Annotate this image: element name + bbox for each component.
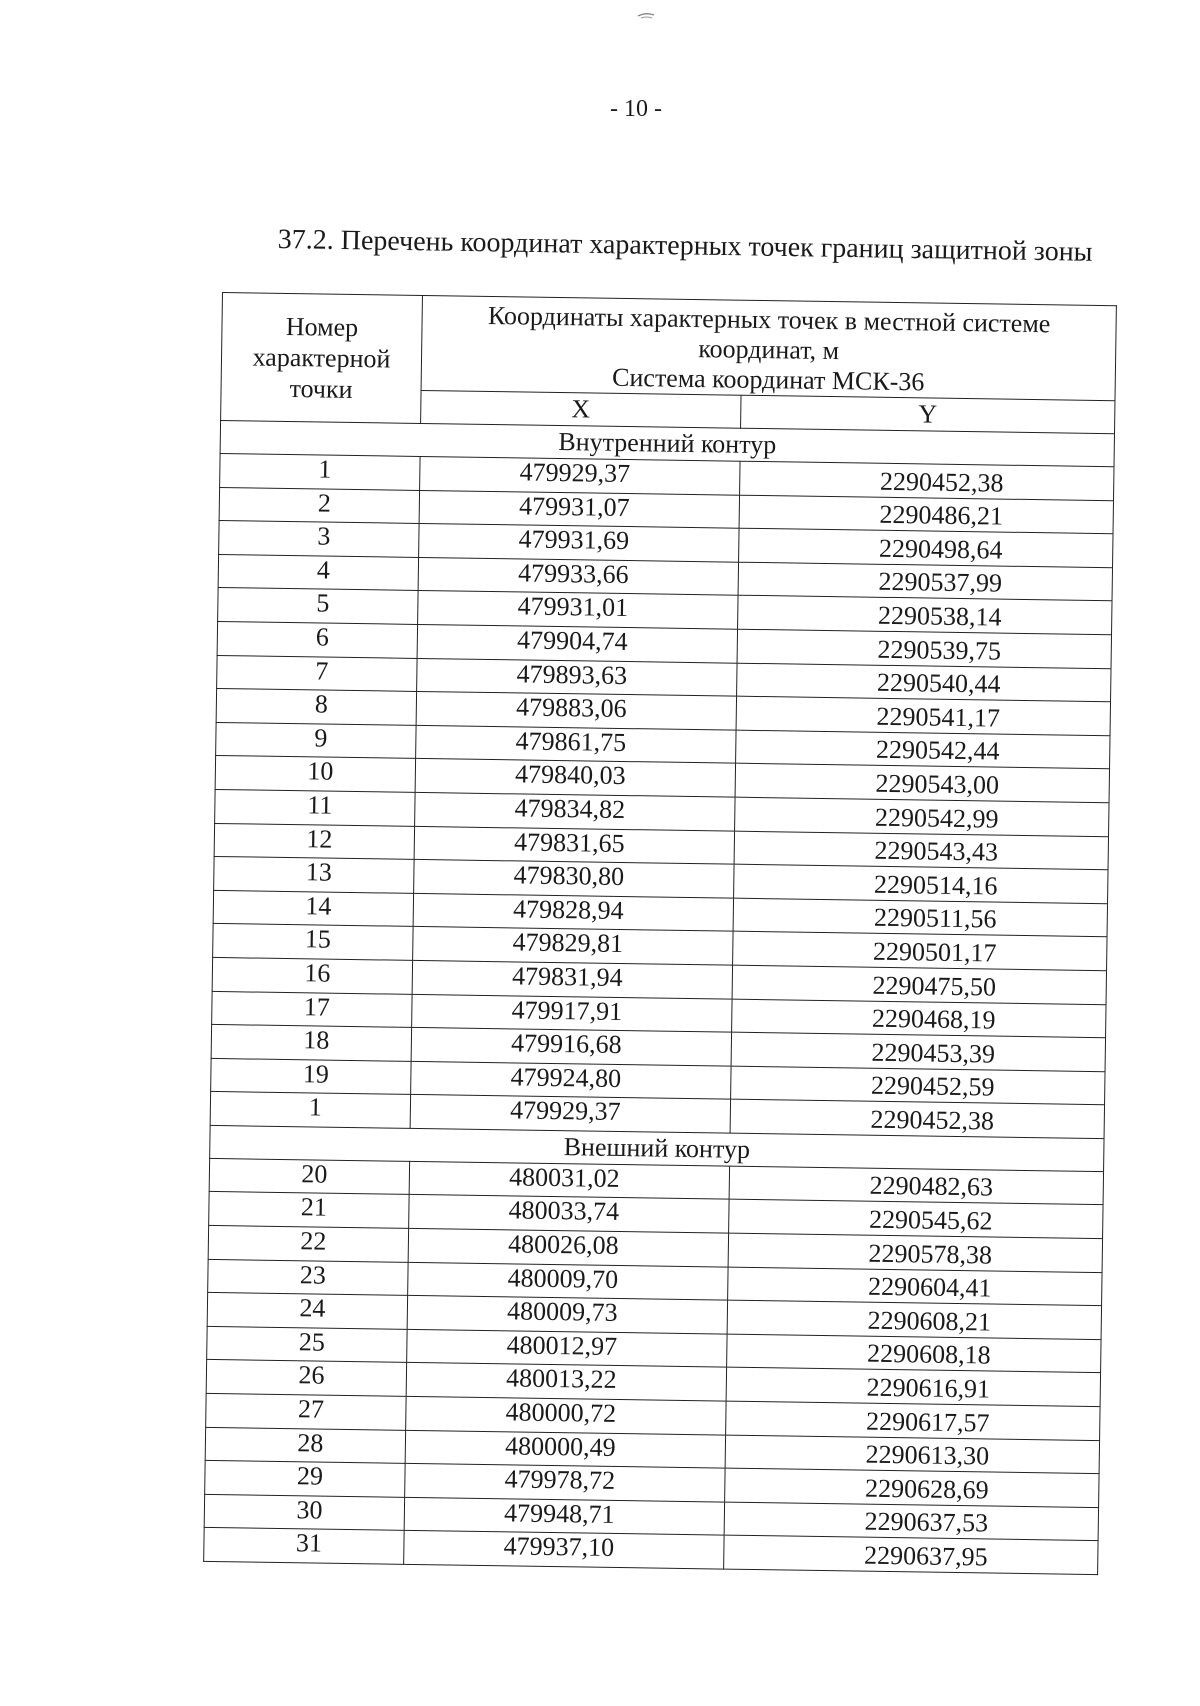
page-number: - 10 - xyxy=(610,96,662,122)
y-coordinate-cell: 2290617,57 xyxy=(726,1401,1100,1440)
x-coordinate-cell: 479831,65 xyxy=(414,826,734,864)
x-coordinate-cell: 479917,91 xyxy=(412,994,732,1032)
point-number-cell: 7 xyxy=(217,655,417,692)
y-coordinate-cell: 2290486,21 xyxy=(739,495,1113,534)
y-coordinate-cell: 2290453,39 xyxy=(731,1032,1105,1071)
x-coordinate-cell: 480000,49 xyxy=(405,1430,725,1468)
y-coordinate-cell: 2290538,14 xyxy=(738,596,1112,635)
point-number-cell: 1 xyxy=(220,453,420,490)
x-coordinate-cell: 480009,73 xyxy=(407,1296,727,1334)
point-number-cell: 10 xyxy=(215,756,415,793)
x-coordinate-cell: 480009,70 xyxy=(408,1262,728,1300)
table-body xyxy=(204,420,1115,1574)
y-coordinate-cell: 2290501,17 xyxy=(733,931,1107,970)
y-coordinate-cell: 2290452,38 xyxy=(730,1099,1104,1138)
x-coordinate-cell: 479929,37 xyxy=(410,1095,730,1133)
x-coordinate-cell: 479978,72 xyxy=(405,1464,725,1502)
y-coordinate-cell: 2290604,41 xyxy=(728,1267,1102,1306)
y-coordinate-cell: 2290511,56 xyxy=(733,898,1107,937)
y-coordinate-cell: 2290542,99 xyxy=(735,797,1109,836)
x-coordinate-cell: 479904,74 xyxy=(417,624,737,662)
point-number-cell: 26 xyxy=(206,1360,406,1397)
y-coordinate-cell: 2290637,53 xyxy=(724,1502,1098,1541)
x-coordinate-cell: 479829,81 xyxy=(413,927,733,965)
point-number-cell: 4 xyxy=(218,554,418,591)
x-coordinate-cell: 479831,94 xyxy=(412,960,732,998)
point-number-cell: 21 xyxy=(209,1192,409,1229)
scan-mark-icon xyxy=(636,10,656,20)
x-coordinate-cell: 479948,71 xyxy=(404,1497,724,1535)
point-number-cell: 12 xyxy=(214,823,414,860)
point-number-cell: 15 xyxy=(213,924,413,961)
coordinates-table xyxy=(203,292,1117,1575)
point-number-cell: 25 xyxy=(207,1326,407,1363)
y-coordinate-cell: 2290608,21 xyxy=(727,1300,1101,1339)
y-coordinate-cell: 2290543,00 xyxy=(735,764,1109,803)
y-coordinate-cell: 2290452,59 xyxy=(731,1066,1105,1105)
section-title: Внутренний контур xyxy=(220,420,1114,466)
y-coordinate-cell: 2290514,16 xyxy=(734,864,1108,903)
document-title: 37.2. Перечень координат характерных точек границ защитной зоны xyxy=(277,224,1093,268)
point-number-cell: 22 xyxy=(208,1225,408,1262)
x-coordinate-cell: 479924,80 xyxy=(411,1061,731,1099)
x-coordinate-cell: 479828,94 xyxy=(413,893,733,931)
point-number-cell: 30 xyxy=(204,1494,404,1531)
point-number-cell: 14 xyxy=(213,890,413,927)
section-title: Внешний контур xyxy=(210,1125,1104,1171)
x-coordinate-cell: 480013,22 xyxy=(406,1363,726,1401)
x-coordinate-cell: 479830,80 xyxy=(414,860,734,898)
x-coordinate-cell: 479916,68 xyxy=(411,1027,731,1065)
y-coordinate-cell: 2290578,38 xyxy=(728,1233,1102,1272)
table-header xyxy=(221,293,1117,434)
y-coordinate-cell: 2290637,95 xyxy=(724,1535,1098,1574)
y-coordinate-cell: 2290608,18 xyxy=(727,1334,1101,1373)
y-coordinate-cell: 2290628,69 xyxy=(725,1468,1099,1507)
point-number-cell: 9 xyxy=(216,722,416,759)
x-coordinate-cell: 479931,07 xyxy=(419,490,739,528)
x-coordinate-cell: 480026,08 xyxy=(408,1228,728,1266)
y-coordinate-cell: 2290498,64 xyxy=(739,528,1113,567)
point-number-cell: 5 xyxy=(218,588,418,625)
point-number-cell: 11 xyxy=(215,789,415,826)
x-coordinate-cell: 479931,69 xyxy=(419,524,739,562)
y-coordinate-cell: 2290537,99 xyxy=(738,562,1112,601)
point-number-cell: 18 xyxy=(211,1025,411,1062)
x-coordinate-cell: 479937,10 xyxy=(404,1531,724,1569)
x-coordinate-cell: 479840,03 xyxy=(415,759,735,797)
x-coordinate-cell: 479834,82 xyxy=(415,792,735,830)
point-number-cell: 27 xyxy=(206,1393,406,1430)
x-coordinate-cell: 479933,66 xyxy=(418,557,738,595)
point-number-cell: 20 xyxy=(209,1158,409,1195)
y-coordinate-cell: 2290452,38 xyxy=(740,461,1114,500)
point-number-cell: 17 xyxy=(212,991,412,1028)
point-number-cell: 31 xyxy=(204,1528,404,1565)
point-number-cell: 23 xyxy=(208,1259,408,1296)
coordinates-header-line2: Система координат МСК-36 xyxy=(611,362,925,397)
x-coordinate-cell: 479893,63 xyxy=(417,658,737,696)
y-coordinate-cell: 2290541,17 xyxy=(736,696,1110,735)
y-coordinate-cell: 2290616,91 xyxy=(726,1368,1100,1407)
x-coordinate-cell: 479931,01 xyxy=(418,591,738,629)
coordinates-table-container xyxy=(203,292,1116,1575)
point-number-cell: 3 xyxy=(219,521,419,558)
point-number-cell: 29 xyxy=(205,1461,405,1498)
y-coordinate-cell: 2290545,62 xyxy=(729,1200,1103,1239)
x-coordinate-cell: 479883,06 xyxy=(416,692,736,730)
y-coordinate-cell: 2290482,63 xyxy=(729,1166,1103,1205)
x-coordinate-cell: 480031,02 xyxy=(409,1161,729,1199)
point-number-cell: 13 xyxy=(214,857,414,894)
point-number-cell: 6 xyxy=(217,621,417,658)
coordinates-column-header xyxy=(421,295,1116,400)
y-coordinate-cell: 2290539,75 xyxy=(737,629,1111,668)
y-coordinate-cell: 2290468,19 xyxy=(732,999,1106,1038)
y-coordinate-cell: 2290542,44 xyxy=(736,730,1110,769)
x-coordinate-cell: 479929,37 xyxy=(420,456,740,494)
number-column-header: Номер характерной точки xyxy=(221,293,423,424)
point-number-cell: 24 xyxy=(207,1293,407,1330)
point-number-cell: 1 xyxy=(210,1092,410,1129)
x-coordinate-cell: 479861,75 xyxy=(416,725,736,763)
point-number-cell: 8 xyxy=(216,689,416,726)
y-coordinate-cell: 2290543,43 xyxy=(734,831,1108,870)
coordinates-header-line1: Координаты характерных точек в местной системе координат, м xyxy=(487,300,1051,366)
x-coordinate-cell: 480033,74 xyxy=(409,1195,729,1233)
x-coordinate-cell: 480000,72 xyxy=(406,1396,726,1434)
y-coordinate-cell: 2290540,44 xyxy=(737,663,1111,702)
point-number-cell: 2 xyxy=(219,487,419,524)
point-number-cell: 16 xyxy=(212,957,412,994)
point-number-cell: 28 xyxy=(205,1427,405,1464)
x-coordinate-cell: 480012,97 xyxy=(407,1329,727,1367)
y-column-header: Y xyxy=(741,395,1115,434)
x-column-header: X xyxy=(421,390,741,428)
y-coordinate-cell: 2290613,30 xyxy=(725,1435,1099,1474)
point-number-cell: 19 xyxy=(211,1058,411,1095)
y-coordinate-cell: 2290475,50 xyxy=(732,965,1106,1004)
